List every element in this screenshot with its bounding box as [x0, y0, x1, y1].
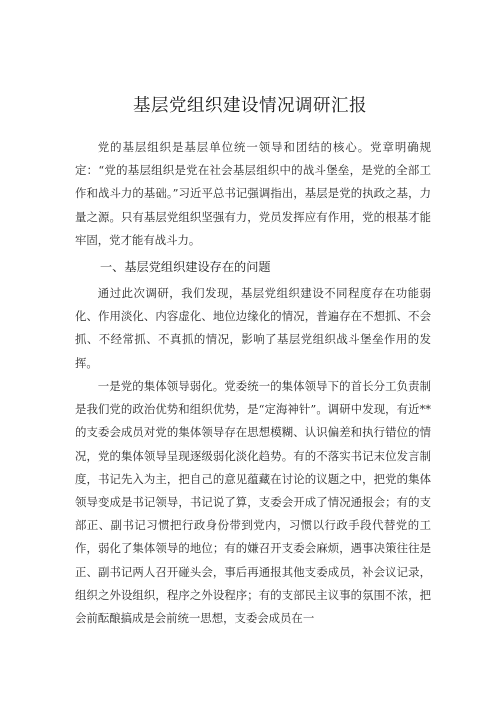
section1-paragraph1-block — [75, 282, 431, 375]
section1-paragraph2-block — [75, 375, 431, 630]
intro-block — [75, 136, 431, 252]
section-heading-1: 一、基层党组织建设存在的问题 — [100, 260, 271, 274]
document-title: 基层党组织建设情况调研汇报 — [133, 96, 367, 116]
section1-paragraph-1: 通过此次调研，我们发现，基层党组织建设不同程度存在功能弱化、作用淡化、内容虚化、地位边缘化的情况，普遍存在不想抓、不会抓、不经常抓、不真抓的情况，影响了基层党组织战斗堡垒作用的发挥。 — [75, 286, 431, 370]
section1-paragraph-2: 一是党的集体领导弱化。党委统一的集体领导下的首长分工负责制是我们党的政治优势和组织优势，是“定海神针”。调研中发现，有近**的支委会成员对党的集体领导存在思想模糊、认识偏差和执行错位的情况，党的集体领导呈现逐级弱化淡化趋势。有的不落实书记末位发言制度，书记先入为主，把自己的意见蕴藏在讨论的议题之中，把党的集体领导变成是书记领导，书记说了算，支委会开成了情况通报会；有的支部正、副书记习惯把行政身份带到党内，习惯以行政手段代替党的工作，弱化了集体领导的地位；有的嫌召开支委会麻烦，遇事决策往往是正、副书记两人召开碰头会，事后再通报其他支委成员，补会议记录，组织之外设组织，程序之外设程序；有的支部民主议事的氛围不浓，把会前酝酿搞成是会前统一思想，支委会成员在一 — [75, 379, 431, 626]
intro-paragraph: 党的基层组织是基层单位统一领导和团结的核心。党章明确规定：“党的基层组织是党在社会基层组织中的战斗堡垒，是党的全部工作和战斗力的基础。”习近平总书记强调指出，基层是党的执政之基，力量之源。只有基层党组织坚强有力，党员发挥应有作用，党的根基才能牢固，党才能有战斗力。 — [75, 140, 431, 247]
